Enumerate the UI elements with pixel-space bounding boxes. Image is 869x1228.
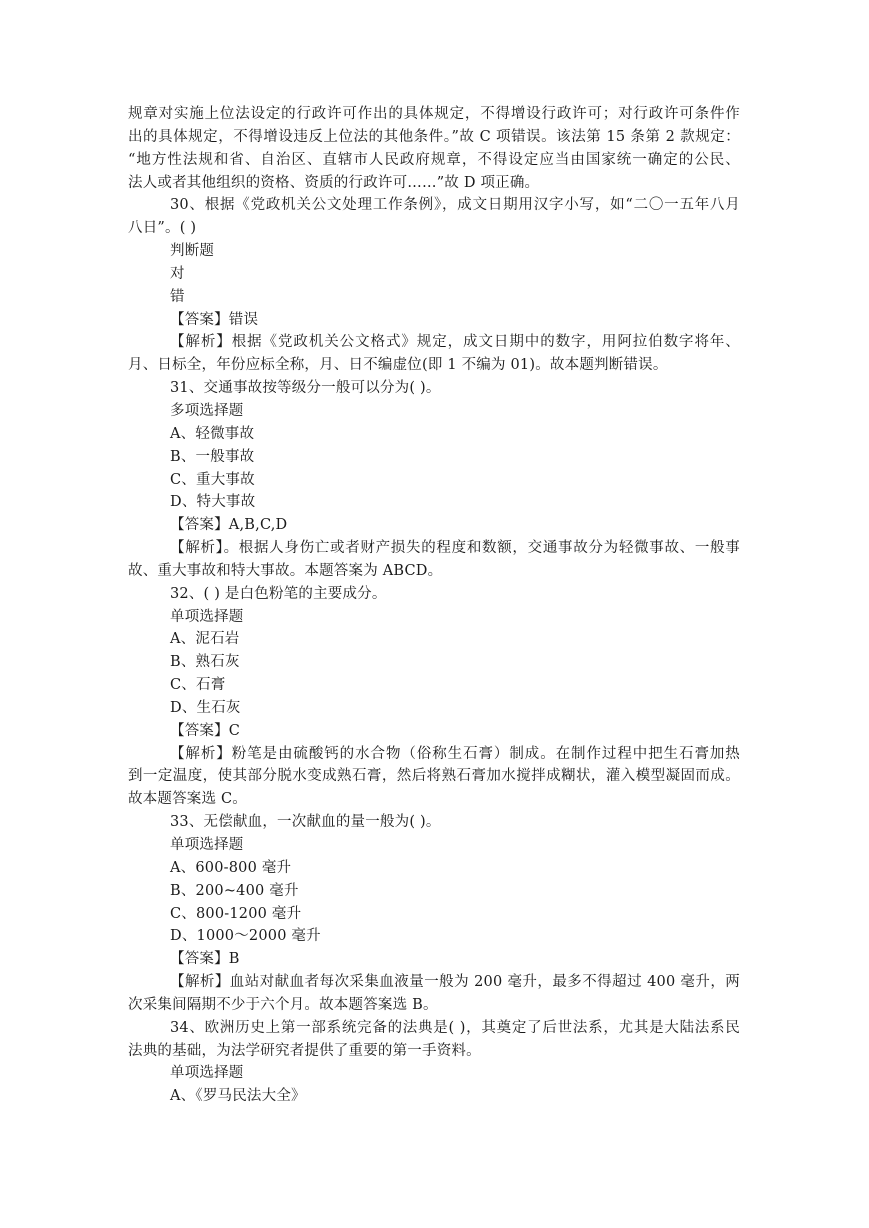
text-line: 单项选择题 bbox=[170, 837, 244, 853]
text-line: 多项选择题 bbox=[170, 402, 244, 419]
text-line: C、石膏 bbox=[170, 677, 226, 694]
text-line: D、1000～2000 毫升 bbox=[170, 928, 321, 945]
text-line: 32、( ) 是白色粉笔的主要成分。 bbox=[170, 585, 387, 602]
text-line: 30、根据《党政机关公文处理工作条例》，成文日期用汉字小写，如“二〇一五年八月 bbox=[170, 197, 740, 214]
text-line: 单项选择题 bbox=[170, 1065, 244, 1082]
text-line: 31、交通事故按等级分一般可以分为( )。 bbox=[170, 380, 441, 397]
text-line: C、800-1200 毫升 bbox=[170, 905, 302, 922]
text-line: 【解析】粉笔是由硫酸钙的水合物（俗称生石膏）制成。在制作过程中把生石膏加热 bbox=[170, 745, 740, 762]
text-line: 判断题 bbox=[170, 243, 215, 260]
text-line: C、重大事故 bbox=[170, 471, 255, 488]
text-line: D、生石灰 bbox=[170, 699, 241, 716]
text-line: 34、欧洲历史上第一部系统完备的法典是( )，其奠定了后世法系，尤其是大陆法系民 bbox=[170, 1019, 740, 1036]
text-line: 【解析】血站对献血者每次采集血液量一般为 200 毫升，最多不得超过 400 毫升，两 bbox=[170, 974, 740, 991]
text-line: 月、日标全，年份应标全称，月、日不编虚位(即 1 不编为 01)。故本题判断错误。 bbox=[128, 357, 668, 374]
text-line: 【答案】A,B,C,D bbox=[170, 517, 288, 534]
text-line: 出的具体规定，不得增设违反上位法的其他条件。”故 C 项错误。该法第 15 条第 2 款规定： bbox=[128, 128, 740, 145]
text-line: 对 bbox=[170, 265, 185, 282]
text-line: 单项选择题 bbox=[170, 608, 244, 625]
text-line: A、《罗马民法大全》 bbox=[170, 1088, 306, 1105]
text-line: 【答案】C bbox=[170, 722, 241, 739]
text-line: 【答案】错误 bbox=[170, 311, 259, 328]
text-line: 法典的基础，为法学研究者提供了重要的第一手资料。 bbox=[128, 1042, 481, 1059]
text-line: 法人或者其他组织的资格、资质的行政许可……”故 D 项正确。 bbox=[128, 174, 540, 191]
text-line: B、熟石灰 bbox=[170, 654, 240, 671]
text-line: 故本题答案选 C。 bbox=[128, 791, 248, 808]
text-line: 错 bbox=[170, 288, 185, 305]
text-line: 故、重大事故和特大事故。本题答案为 ABCD。 bbox=[128, 562, 443, 579]
text-line: 到一定温度，使其部分脱水变成熟石膏，然后将熟石膏加水搅拌成糊状，灌入模型凝固而成。 bbox=[128, 768, 740, 785]
text-line: A、泥石岩 bbox=[170, 631, 240, 648]
text-line: 规章对实施上位法设定的行政许可作出的具体规定，不得增设行政许可；对行政许可条件作 bbox=[128, 106, 740, 122]
text-line: A、600-800 毫升 bbox=[170, 859, 292, 876]
text-line: 八日”。( ) bbox=[128, 220, 197, 237]
text-line: 33、无偿献血，一次献血的量一般为( )。 bbox=[170, 814, 441, 831]
text-line: 【解析】根据《党政机关公文格式》规定，成文日期中的数字，用阿拉伯数字将年、 bbox=[170, 334, 740, 351]
document-page bbox=[128, 103, 740, 1108]
text-line: B、200~400 毫升 bbox=[170, 882, 299, 899]
text-line: 【答案】B bbox=[170, 951, 240, 968]
text-line: B、一般事故 bbox=[170, 448, 255, 465]
text-line: “地方性法规和省、自治区、直辖市人民政府规章，不得设定应当由国家统一确定的公民、 bbox=[128, 151, 740, 168]
text-line: 次采集间隔期不少于六个月。故本题答案选 B。 bbox=[128, 996, 438, 1013]
text-line: D、特大事故 bbox=[170, 494, 256, 511]
text-line: 【解析】。根据人身伤亡或者财产损失的程度和数额，交通事故分为轻微事故、一般事 bbox=[170, 540, 740, 557]
text-line: A、轻微事故 bbox=[170, 425, 255, 442]
